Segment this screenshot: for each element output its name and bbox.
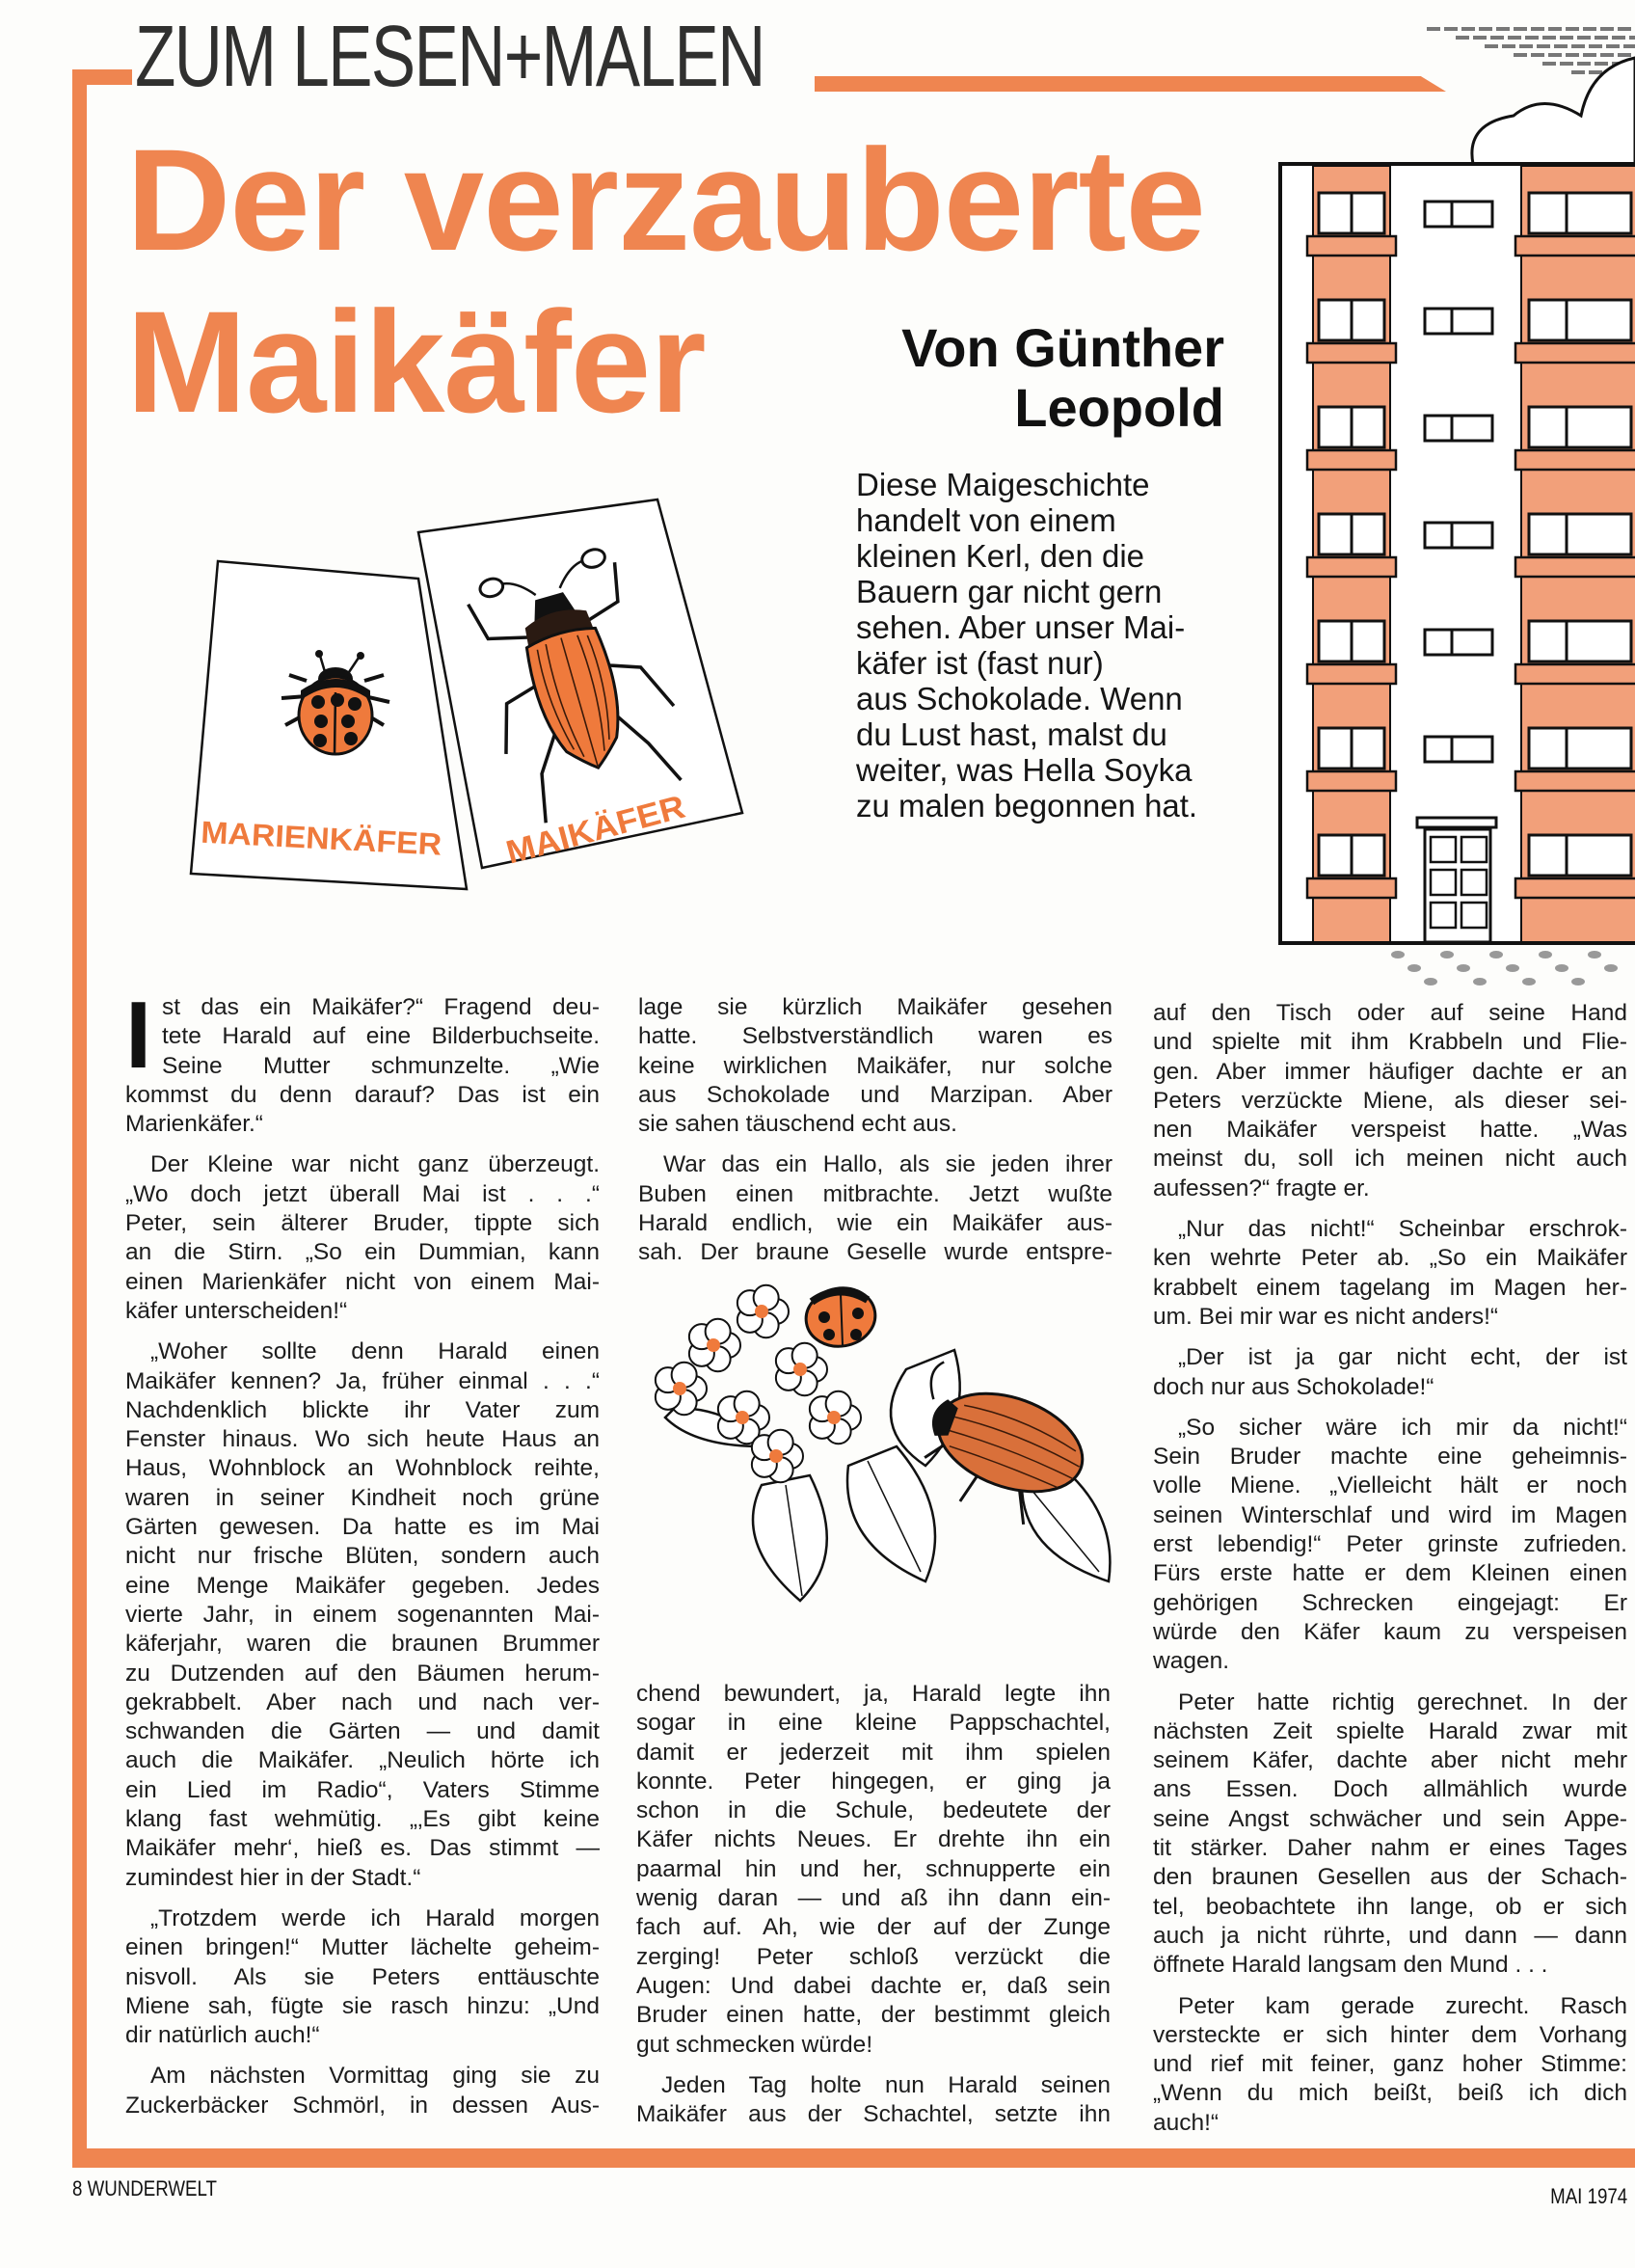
text-line: Maikäfer mehr‘, hieß es. Das stimmt — — [125, 1835, 600, 1862]
text-line: Seine Mutter schmunzelte. „Wie — [162, 1052, 600, 1079]
text-line: ans Essen. Doch allmählich wurde — [1153, 1776, 1627, 1803]
balcony — [1515, 236, 1635, 256]
text-line: „Trotzdem werde ich Harald morgen — [150, 1904, 600, 1931]
paragraph — [125, 2062, 600, 2120]
text-line: Fürs erste hatte er dem Kleinen einen — [1153, 1560, 1627, 1587]
text-line: Peter, sein älterer Bruder, tippte sich — [125, 1210, 600, 1237]
maybug-card-label: MAIKÄFER — [502, 791, 680, 872]
window — [1529, 300, 1631, 340]
text-line: gut schmecken würde! — [636, 2031, 873, 2058]
intro-line: weiter, was Hella Soyka — [856, 752, 1193, 788]
text-line: zu Dutzenden auf den Bäumen herum- — [125, 1660, 600, 1687]
text-line: aufessen?“ fragte er. — [1153, 1174, 1370, 1202]
text-line: an die Stirn. „So ein Dummian, kann — [125, 1239, 600, 1266]
door-canopy — [1417, 818, 1496, 827]
window — [1425, 630, 1492, 655]
text-line: nächsten Zeit spielte Harald zwar mit — [1153, 1717, 1627, 1744]
text-line: seine Angst schwächer und sein Appe- — [1153, 1805, 1627, 1832]
text-line: schwanden die Gärten — und damit — [125, 1718, 600, 1745]
text-line: sie sahen täuschend echt aus. — [638, 1111, 957, 1138]
text-line: zumindest hier in der Stadt.“ — [125, 1864, 421, 1891]
text-line: Der Kleine war nicht ganz überzeugt. — [150, 1151, 600, 1178]
ladybug-card-label: MARIENKÄFER — [200, 814, 430, 861]
byline-line2: Leopold — [1014, 377, 1224, 438]
text-line: versteckte er sich hinter dem Vorhang — [1153, 2021, 1627, 2048]
text-line: einen bringen!“ Mutter lächelte geheim- — [125, 1934, 600, 1961]
ground-pebble — [1473, 978, 1487, 986]
intro-line: sehen. Aber unser Mai- — [856, 609, 1186, 645]
text-line: Käfer nichts Neues. Er drehte ihn ein — [636, 1826, 1111, 1853]
footer-issue-date: MAI 1974 — [1549, 2184, 1627, 2208]
text-line: Zuckerbäcker Schmörl, in dessen Aus- — [125, 2092, 600, 2119]
intro-line: Bauern gar nicht gern — [856, 574, 1163, 609]
window — [1529, 193, 1631, 233]
intro-line: käfer ist (fast nur) — [856, 645, 1104, 681]
text-line: auch!“ — [1153, 2109, 1220, 2136]
text-line: sogar in eine kleine Pappschachtel, — [636, 1710, 1111, 1737]
paragraph — [1153, 1215, 1627, 1332]
text-line: seinem Käfer, dachte aber nicht mehr — [1153, 1747, 1627, 1774]
text-line: wagen. — [1153, 1648, 1230, 1675]
paragraph — [1153, 1343, 1627, 1402]
text-line: ken wehrte Peter ab. „So ein Maikäfer — [1153, 1245, 1627, 1272]
paragraph — [125, 1150, 600, 1326]
balcony — [1307, 236, 1396, 256]
intro-line: aus Schokolade. Wenn — [856, 681, 1183, 716]
maybug-card — [418, 500, 742, 872]
text-line: st das ein Maikäfer?“ Fragend deu- — [162, 994, 600, 1020]
text-line: würde den Käfer kaum zu verspeisen — [1153, 1618, 1627, 1645]
text-line: damit er jederzeit mit ihm spielen — [636, 1739, 1111, 1766]
text-column-3 — [1153, 999, 1627, 2138]
paragraph — [638, 993, 1112, 1139]
paragraph — [1153, 1414, 1627, 1677]
text-line: nicht nur frische Blüten, sondern auch — [125, 1543, 600, 1570]
text-line: tit stärker. Daher nahm er eines Tages — [1153, 1835, 1627, 1862]
balcony — [1515, 664, 1635, 684]
intro-line: zu malen begonnen hat. — [856, 788, 1198, 824]
text-line: paarmal hin und her, schnupperte ein — [636, 1855, 1111, 1882]
paragraph — [638, 1150, 1112, 1267]
text-line: den braunen Gesellen aus der Schach- — [1153, 1864, 1627, 1891]
intro-line: du Lust hast, malst du — [856, 716, 1167, 752]
ground-pebble — [1555, 964, 1568, 972]
text-line: „Wo doch jetzt überall Mai ist . . .“ — [125, 1180, 600, 1207]
text-line: Gärten gewesen. Da hatte es im Mai — [125, 1514, 600, 1541]
frame-bottom-bar — [72, 2148, 1635, 2168]
cloud-icon — [1472, 58, 1635, 164]
text-line: käferjahr, waren die braunen Brummer — [125, 1631, 600, 1658]
footer-page-magazine: 8 WUNDERWELT — [72, 2176, 217, 2200]
ground-pebble — [1440, 951, 1454, 958]
text-column-2-top — [638, 993, 1112, 1268]
text-line: Maikäfer aus der Schachtel, setzte ihn — [636, 2101, 1111, 2128]
text-line: Jeden Tag holte nun Harald seinen — [661, 2071, 1111, 2098]
text-line: tel, beobachtete ihn lange, ob er sich — [1153, 1893, 1627, 1920]
text-line: Fenster hinaus. Wo sich heute Haus an — [125, 1426, 600, 1453]
section-kicker: ZUM LESEN+MALEN — [135, 9, 764, 105]
text-line: gehörigen Schrecken eingejagt: Er — [1153, 1589, 1627, 1616]
door-icon — [1425, 829, 1490, 942]
window — [1529, 407, 1631, 447]
balcony — [1515, 557, 1635, 577]
flower-stamen — [769, 1449, 783, 1463]
paragraph — [636, 2071, 1111, 2130]
text-line: dir natürlich auch!“ — [125, 2022, 320, 2049]
text-line: „So sicher wäre ich mir da nicht!“ — [1178, 1414, 1627, 1441]
text-line: auf den Tisch oder auf seine Hand — [1153, 1000, 1627, 1026]
text-line: Peters verzückte Miene, als dieser sei- — [1153, 1087, 1627, 1114]
text-line: Harald endlich, wie ein Maikäfer aus- — [638, 1210, 1112, 1237]
ground-pebble — [1604, 964, 1618, 972]
balcony — [1307, 343, 1396, 363]
flower-stamen — [673, 1382, 686, 1395]
text-line: Miene sah, fügte sie rasch hinzu: „Und — [125, 1992, 600, 2019]
intro-line: Diese Maigeschichte — [856, 467, 1150, 502]
intro-line: kleinen Kerl, den die — [856, 538, 1145, 574]
text-line: und spielte mit ihm Krabbeln und Flie- — [1153, 1029, 1627, 1056]
text-line: kommst du denn darauf? Das ist ein — [125, 1081, 600, 1108]
text-line: doch nur aus Schokolade!“ — [1153, 1373, 1434, 1400]
paragraph — [1153, 1992, 1627, 2138]
text-line: Peter kam gerade zurecht. Rasch — [1178, 1992, 1627, 2019]
text-line: tete Harald auf eine Bilderbuchseite. — [162, 1023, 600, 1050]
ground-pebble — [1489, 951, 1503, 958]
balcony — [1307, 450, 1396, 470]
ladybug-icon — [801, 1282, 879, 1352]
ground-pebble — [1506, 964, 1519, 972]
text-line: käfer unterscheiden!“ — [125, 1297, 348, 1324]
text-line: ein Lied im Radio“, Vaters Stimme — [125, 1776, 600, 1803]
frame-left-bar — [72, 69, 87, 2168]
ground-pebble — [1391, 951, 1405, 958]
intro-text — [856, 467, 1261, 824]
paragraph — [125, 982, 600, 1139]
text-column-1 — [125, 982, 600, 2120]
text-line: zerging! Peter schloß verzückt die — [636, 1943, 1111, 1970]
ground-pebble — [1424, 978, 1437, 986]
ground-pebble — [1571, 978, 1585, 986]
text-line: Augen: Und dabei dachte er, daß sein — [636, 1972, 1111, 1999]
article-title-line1: Der verzauberte — [126, 119, 1205, 281]
text-line: gekrabbelt. Aber nach und nach ver- — [125, 1688, 600, 1715]
flower-stamen — [736, 1411, 749, 1424]
paragraph — [125, 1904, 600, 2050]
balcony — [1307, 557, 1396, 577]
flower-stamen — [707, 1338, 720, 1352]
text-line: keine wirklichen Maikäfer, nur solche — [638, 1052, 1112, 1079]
balcony — [1307, 664, 1396, 684]
paragraph — [1153, 1688, 1627, 1981]
text-line: und rief mit feiner, ganz hoher Stimme: — [1153, 2051, 1627, 2078]
window — [1425, 416, 1492, 441]
text-line: auch die Maikäfer. „Neulich hörte ich — [125, 1747, 600, 1774]
window — [1529, 621, 1631, 662]
text-line: nen Maikäfer verspeist hatte. „Was — [1153, 1117, 1627, 1144]
paragraph — [1153, 999, 1627, 1203]
text-line: nisvoll. Als sie Peters enttäuschte — [125, 1963, 600, 1990]
balcony — [1515, 771, 1635, 791]
window — [1529, 728, 1631, 769]
article-title-line2: Maikäfer — [126, 281, 706, 443]
text-line: Am nächsten Vormittag ging sie zu — [150, 2063, 600, 2090]
balcony — [1307, 878, 1396, 898]
text-line: einen Marienkäfer nicht von einem Mai- — [125, 1268, 600, 1295]
window — [1529, 835, 1631, 876]
balcony — [1515, 878, 1635, 898]
window — [1529, 514, 1631, 554]
text-line: schon in die Schule, bedeutete der — [636, 1797, 1111, 1824]
paragraph — [125, 1337, 600, 1893]
text-line: meinst du, soll ich meinen nicht auch — [1153, 1146, 1627, 1173]
window — [1425, 202, 1492, 227]
ground-pebble — [1588, 951, 1601, 958]
text-line: klang fast wehmütig. „‚Es gibt keine — [125, 1806, 600, 1833]
text-line: Maikäfer kennen? Ja, früher einmal . . .“ — [125, 1367, 600, 1394]
paragraph — [636, 1680, 1111, 2060]
text-line: chend bewundert, ja, Harald legte ihn — [636, 1681, 1111, 1707]
flower-stamen — [827, 1411, 841, 1424]
text-line: Nachdenklich blickte ihr Vater zum — [125, 1396, 600, 1423]
text-line: vierte Jahr, in einem sogenannten Mai- — [125, 1601, 600, 1628]
blossom-branch-illustration — [636, 1263, 1118, 1610]
text-line: Marienkäfer.“ — [125, 1111, 263, 1138]
text-line: hatte. Selbstverständlich waren es — [638, 1023, 1112, 1050]
text-line: auch ja nicht rührte, und dann — dann — [1153, 1922, 1627, 1949]
ladybug-card — [191, 561, 467, 889]
flower-stamen — [793, 1363, 807, 1376]
text-line: War das ein Hallo, als sie jeden ihrer — [663, 1151, 1112, 1178]
text-line: „Wenn du mich beißt, beiß ich dich — [1153, 2080, 1627, 2107]
text-line: waren in seiner Kindheit noch grüne — [125, 1484, 600, 1511]
ground-pebble — [1522, 978, 1536, 986]
ground-pebble — [1407, 964, 1421, 972]
text-line: konnte. Peter hingegen, er ging ja — [636, 1768, 1111, 1795]
frame-top-left-stub — [72, 69, 132, 85]
text-line: Haus, Wohnblock an Wohnblock reihte, — [125, 1455, 600, 1482]
window — [1425, 737, 1492, 762]
ground-pebble — [1457, 964, 1470, 972]
text-line: sah. Der braune Geselle wurde entspre- — [638, 1239, 1112, 1266]
text-column-2-bottom — [636, 1680, 1111, 2129]
apartment-building-illustration — [1273, 19, 1635, 1003]
balcony — [1307, 771, 1396, 791]
text-line: volle Miene. „Vielleicht hält er noch — [1153, 1472, 1627, 1499]
text-line: seinen Winterschlaf und wird im Magen — [1153, 1501, 1627, 1528]
byline-line1: Von Günther — [901, 317, 1224, 378]
text-line: „Nur das nicht!“ Scheinbar erschrok- — [1178, 1216, 1627, 1243]
text-line: Peter hatte richtig gerechnet. In der — [1178, 1688, 1627, 1715]
drop-cap: I — [125, 982, 152, 1088]
text-line: „Woher sollte denn Harald einen — [150, 1338, 600, 1365]
window — [1425, 523, 1492, 548]
balcony — [1515, 450, 1635, 470]
text-line: krabbelt einem tagelang im Magen her- — [1153, 1274, 1627, 1301]
flower-stamen — [755, 1305, 768, 1318]
text-line: wenig daran — und aß ihn dann ein- — [636, 1885, 1111, 1912]
text-line: gen. Aber immer häufiger dachte er an — [1153, 1058, 1627, 1085]
text-line: eine Menge Maikäfer gegeben. Jedes — [125, 1572, 600, 1599]
text-line: erst lebendig!“ Peter grinste zufrieden. — [1153, 1531, 1627, 1558]
text-line: öffnete Harald langsam den Mund . . . — [1153, 1952, 1548, 1979]
text-line: Sein Bruder machte eine geheimnis- — [1153, 1444, 1627, 1471]
text-line: lage sie kürzlich Maikäfer gesehen — [638, 994, 1112, 1020]
text-line: Bruder einen hatte, der bestimmt gleich — [636, 2002, 1111, 2029]
text-line: „Der ist ja gar nicht echt, der ist — [1178, 1344, 1627, 1371]
intro-line: handelt von einem — [856, 502, 1116, 538]
balcony — [1515, 343, 1635, 363]
beetle-cards-illustration — [183, 482, 762, 906]
ground-pebble — [1539, 951, 1552, 958]
text-line: Buben einen mitbrachte. Jetzt wußte — [638, 1180, 1112, 1207]
text-line: aus Schokolade und Marzipan. Aber — [638, 1081, 1112, 1108]
window — [1425, 309, 1492, 334]
text-line: fach auf. Ah, wie der auf der Zunge — [636, 1914, 1111, 1941]
text-line: um. Bei mir war es nicht anders!“ — [1153, 1303, 1499, 1330]
